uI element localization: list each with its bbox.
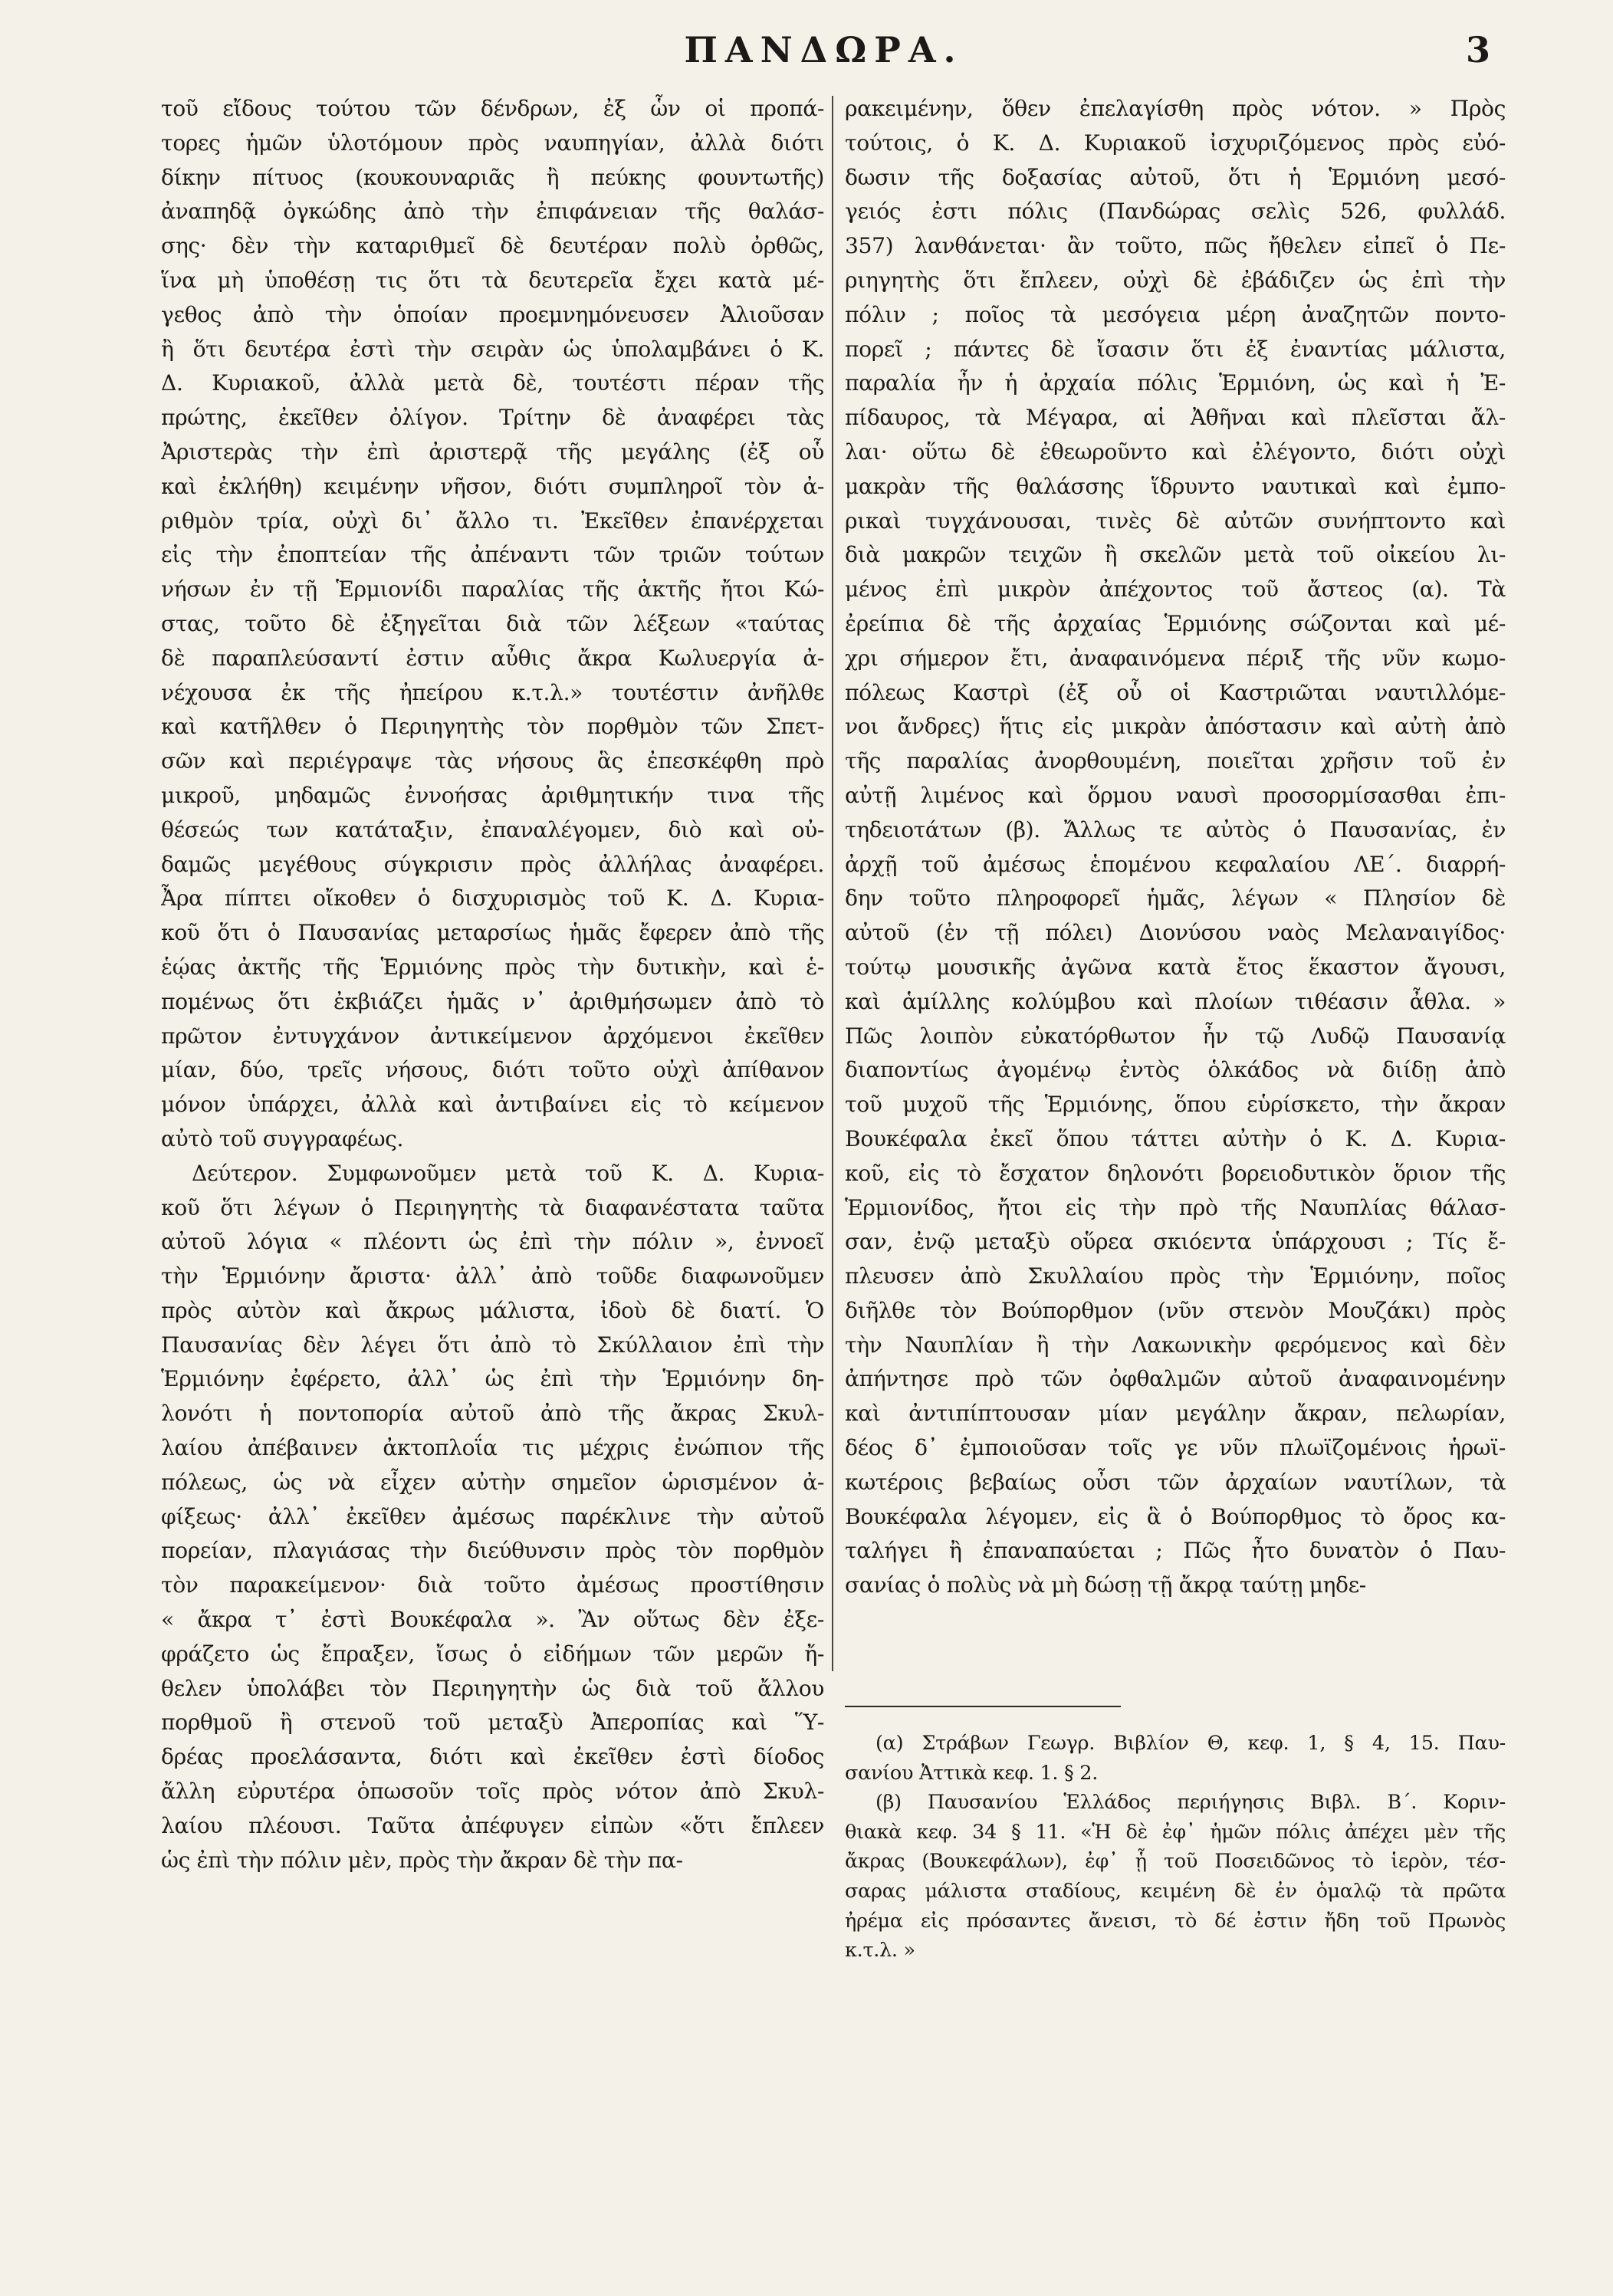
text-line: νήσων ἐν τῇ Ἑρμιονίδι παραλίας τῆς ἀκτῆς ἤτοι Κώ- [161, 576, 824, 603]
text-line: ὡς ἐπὶ τὴν πόλιν μὲν, πρὸς τὴν ἄκραν δὲ τὴν πα- [161, 1847, 683, 1873]
text-line: κοῦ ὅτι ὁ Παυσανίας μεταρσίως ἡμᾶς ἔφερεν ἀπὸ τῆς [161, 920, 824, 946]
text-line: πορείαν, πλαγιάσας τὴν διεύθυνσιν πρὸς τὸν πορθμὸν [161, 1538, 824, 1564]
text-line: ταλήγει ἢ ἐπαναπαύεται ; Πῶς ἦτο δυνατὸν ὁ Παυ- [845, 1538, 1506, 1564]
text-line: τούτῳ μουσικῆς ἀγῶνα κατὰ ἔτος ἕκαστον ἄγουσι, [845, 954, 1506, 980]
text-line: μένος ἐπὶ μικρὸν ἀπέχοντος τοῦ ἄστεος (α). Τὰ [845, 576, 1506, 603]
text-line: αὐτὸ τοῦ συγγραφέως. [161, 1125, 404, 1151]
text-line: αὐτοῦ λόγια « πλέοντι ὡς ἐπὶ τὴν πόλιν », ἐννοεῖ [161, 1229, 824, 1255]
text-line: ρικαὶ τυγχάνουσαι, τινὲς δὲ αὐτῶν συνήπτοντο καὶ [845, 507, 1506, 534]
text-line: δὲ παραπλεύσαντί ἐστιν αὖθις ἄκρα Κωλυεργία ἀ- [161, 645, 824, 671]
text-line: πόλεως, ὡς νὰ εἶχεν αὐτὴν σημεῖον ὡρισμένον ἀ- [161, 1469, 824, 1495]
text-line: Δεύτερον. Συμφωνοῦμεν μετὰ τοῦ Κ. Δ. Κυρια- [192, 1160, 824, 1186]
text-line: γειός ἐστι πόλις (Πανδώρας σελὶς 526, φυλλάδ. [845, 199, 1506, 225]
text-line: τὴν Ναυπλίαν ἢ τὴν Λακωνικὴν φερόμενος καὶ δὲν [845, 1332, 1506, 1358]
text-line: τὴν Ἑρμιόνην ἄριστα· ἀλλ᾽ ἀπὸ τοῦδε διαφωνοῦμεν [161, 1263, 824, 1289]
text-line: τορες ἡμῶν ὑλοτόμουν πρὸς ναυπηγίαν, ἀλλὰ διότι [161, 130, 824, 156]
text-line: ριθμὸν τρία, οὐχὶ δι᾽ ἄλλο τι. Ἐκεῖθεν ἐπανέρχεται [161, 507, 824, 534]
text-line: δρέας προελάσαντα, διότι καὶ ἐκεῖθεν ἐστὶ δίοδος [161, 1744, 824, 1770]
text-line: ἀναπηδᾷ ὀγκώδης ἀπὸ τὴν ἐπιφάνειαν τῆς θαλάσ- [161, 199, 824, 225]
text-line: δαμῶς μεγέθους σύγκρισιν πρὸς ἀλλήλας ἀναφέρει. [161, 851, 824, 877]
text-line: 357) λανθάνεται· ἂν τοῦτο, πῶς ἤθελεν εἰπεῖ ὁ Πε- [845, 233, 1506, 259]
text-line: Βουκέφαλα ἐκεῖ ὅπου τάττει αὐτὴν ὁ Κ. Δ. Κυρια- [845, 1125, 1506, 1151]
text-line: θιακὰ κεφ. 34 § 11. «Ἡ δὲ ἐφ᾽ ἡμῶν πόλις ἀπέχει μὲν τῆς [845, 1820, 1506, 1844]
text-line: κοῦ ὅτι λέγων ὁ Περιηγητὴς τὰ διαφανέστατα ταῦτα [161, 1194, 824, 1220]
text-line: λαι· οὕτω δὲ ἐθεωροῦντο καὶ ἐλέγοντο, διότι οὐχὶ [845, 439, 1506, 465]
text-line: Ἀριστερὰς τὴν ἐπὶ ἀριστερᾷ τῆς μεγάλης (ἐξ οὗ [161, 439, 824, 465]
text-line: διῆλθε τὸν Βούπορθμον (νῦν στενὸν Μουζάκι) πρὸς [845, 1297, 1506, 1323]
text-line: Ἆρα πίπτει οἴκοθεν ὁ δισχυρισμὸς τοῦ Κ. Δ. Κυρια- [161, 885, 824, 912]
text-line: μόνον ὑπάρχει, ἀλλὰ καὶ ἀντιβαίνει εἰς τὸ κείμενον [161, 1092, 824, 1118]
text-line: ἀπήντησε πρὸ τῶν ὀφθαλμῶν αὐτοῦ ἀναφαινομένην [845, 1366, 1506, 1392]
text-line: πόλιν ; ποῖος τὰ μεσόγεια μέρη ἀναζητῶν ποντο- [845, 301, 1506, 327]
text-line: διαποντίως ἀγομένῳ ἐντὸς ὁλκάδος νὰ διίδῃ ἀπὸ [845, 1057, 1506, 1083]
text-line: σης· δὲν τὴν καταριθμεῖ δὲ δευτέραν πολὺ ὀρθῶς, [161, 233, 824, 259]
text-line: σανίας ὁ πολὺς νὰ μὴ δώσῃ τῇ ἄκρᾳ ταύτῃ μηδε- [845, 1572, 1366, 1598]
text-line: ἑῴας ἀκτῆς τῆς Ἑρμιόνης πρὸς τὴν δυτικὴν, καὶ ἑ- [161, 954, 824, 980]
text-line: Βουκέφαλα λέγομεν, εἰς ἃ ὁ Βούπορθμος τὸ ὄρος κα- [845, 1503, 1506, 1529]
text-line: ρακειμένην, ὅθεν ἐπελαγίσθη πρὸς νότον. » Πρὸς [845, 96, 1506, 121]
text-line: σαρας μάλιστα σταδίους, κειμένη δὲ ἐν ὁμαλῷ τὰ πρῶτα [845, 1879, 1506, 1903]
text-line: τούτοις, ὁ Κ. Δ. Κυριακοῦ ἰσχυριζόμενος πρὸς εὐό- [845, 130, 1506, 156]
text-line: λονότι ἡ ποντοπορία αὐτοῦ ἀπὸ τῆς ἄκρας Σκυλ- [161, 1401, 824, 1427]
text-line: μίαν, δύο, τρεῖς νήσους, διότι τοῦτο οὐχὶ ἀπίθανον [161, 1057, 824, 1083]
text-line: πόλεως Καστρὶ (ἐξ οὗ οἱ Καστριῶται ναυτιλλόμε- [845, 679, 1506, 705]
text-line: πρὸς αὐτὸν καὶ ἄκρως μάλιστα, ἰδοὺ δὲ διατί. Ὁ [161, 1297, 824, 1323]
text-line: φίξεως· ἀλλ᾽ ἐκεῖθεν ἀμέσως παρέκλινε τὴν αὐτοῦ [161, 1503, 824, 1529]
text-line: Ἑρμιόνην ἐφέρετο, ἀλλ᾽ ὡς ἐπὶ τὴν Ἑρμιόνην δη- [161, 1366, 824, 1392]
text-line: θελεν ὑπολάβει τὸν Περιηγητὴν ὡς διὰ τοῦ ἄλλου [161, 1675, 824, 1701]
text-line: διὰ μακρῶν τειχῶν ἢ σκελῶν μετὰ τοῦ οἰκείου λι- [845, 542, 1506, 568]
text-line: θέσεώς των κατάταξιν, ἐπαναλέγομεν, διὸ καὶ οὐ- [161, 816, 824, 843]
text-line: κοῦ, εἰς τὸ ἔσχατον δηλονότι βορειοδυτικὸν ὅριον τῆς [845, 1160, 1506, 1186]
text-line: δωσιν τῆς δοξασίας αὐτοῦ, ὅτι ἡ Ἑρμιόνη μεσό- [845, 164, 1506, 190]
text-line: πρῶτον ἐντυγχάνον ἀντικείμενον ἀρχόμενοι ἐκεῖθεν [161, 1023, 824, 1049]
text-line: Δ. Κυριακοῦ, ἀλλὰ μετὰ δὲ, τουτέστι πέραν τῆς [161, 370, 824, 396]
text-line: ριηγητὴς ὅτι ἔπλεεν, οὐχὶ δὲ ἐβάδιζεν ὡς ἐπὶ τὴν [845, 267, 1506, 293]
text-line: τοῦ εἴδους τούτου τῶν δένδρων, ἐξ ὧν οἱ προπά- [161, 96, 824, 121]
text-line: μικροῦ, μηδαμῶς ἐννοήσας ἀριθμητικήν τινα τῆς [161, 782, 824, 808]
text-line: φράζετο ὡς ἔπραξεν, ἴσως ὁ εἰδήμων τῶν μερῶν ἤ- [161, 1641, 824, 1667]
text-line: τοῦ μυχοῦ τῆς Ἑρμιόνης, ὅπου εὑρίσκετο, τὴν ἄκραν [845, 1092, 1506, 1118]
text-line: ἄλλη εὐρυτέρα ὁπωσοῦν τοῖς πρὸς νότον ἀπὸ Σκυλ- [161, 1779, 824, 1805]
text-line: πρώτης, ἐκεῖθεν ὀλίγον. Τρίτην δὲ ἀναφέρει τὰς [161, 405, 824, 431]
text-line: αὐτοῦ (ἐν τῇ πόλει) Διονύσου ναὸς Μελαναιγίδος· [845, 920, 1506, 946]
text-line: τῆς παραλίας ἀνορθουμένη, ποιεῖται χρῆσιν τοῦ ἐν [845, 748, 1506, 774]
text-line: δέος δ᾽ ἐμποιοῦσαν τοῖς γε νῦν πλωϊζομένοις ἡρωϊ- [845, 1435, 1506, 1461]
right-column [845, 92, 1506, 1603]
text-line: ἠρέμα εἰς πρόσαντες ἄνεισι, τὸ δέ ἐστιν ἤδη τοῦ Πρωνὸς [845, 1909, 1506, 1933]
text-line: ἄκρας (Βουκεφάλων), ἐφ᾽ ᾗ τοῦ Ποσειδῶνος τὸ ἱερὸν, τέσ- [845, 1850, 1506, 1874]
footnotes [845, 1729, 1506, 1966]
text-line: πίδαυρος, τὰ Μέγαρα, αἱ Ἀθῆναι καὶ πλεῖσται ἄλ- [845, 405, 1506, 431]
page-number: 3 [1465, 29, 1490, 71]
text-line: χρι σήμερον ἔτι, ἀναφαινόμενα πέριξ τῆς νῦν κωμο- [845, 645, 1506, 671]
text-line: καὶ ἐκλήθη) κειμένην νῆσον, διότι συμπληροῖ τὸν ἀ- [161, 473, 824, 499]
column-divider [832, 96, 833, 1671]
text-line: κ.τ.λ. » [845, 1939, 915, 1963]
text-line: κωτέροις βεβαίως οὖσι τῶν ἀρχαίων ναυτίλων, τὰ [845, 1469, 1506, 1495]
text-line: τὸν παρακείμενον· διὰ τοῦτο ἀμέσως προστίθησιν [161, 1572, 824, 1598]
text-line: Ἑρμιονίδος, ἤτοι εἰς τὴν πρὸ τῆς Ναυπλίας θάλασ- [845, 1194, 1506, 1220]
text-line: καὶ ἁμίλλης κολύμβου καὶ πλοίων τιθέασιν ἆθλα. » [845, 988, 1506, 1014]
text-line: στας, τοῦτο δὲ ἐξηγεῖται διὰ τῶν λέξεων «ταύτας [161, 610, 824, 636]
text-line: δίκην πίτυος (κουκουναριᾶς ἢ πεύκης φουντωτῆς) [161, 164, 824, 190]
text-line: (β) Παυσανίου Ἑλλάδος περιήγησις Βιβλ. Β΄. Κοριν- [875, 1791, 1506, 1815]
text-line: σανίου Ἀττικὰ κεφ. 1. § 2. [845, 1761, 1099, 1785]
text-line: « ἄκρα τ᾽ ἐστὶ Βουκέφαλα ». Ἂν οὕτως δὲν ἐξε- [161, 1607, 824, 1633]
text-line: ἵνα μὴ ὑποθέσῃ τις ὅτι τὰ δευτερεῖα ἔχει κατὰ μέ- [161, 267, 824, 293]
text-line: λαίου πλέουσι. Ταῦτα ἀπέφυγεν εἰπὼν «ὅτι ἔπλεεν [161, 1812, 824, 1838]
text-line: σαν, ἐνῷ μεταξὺ οὕρεα σκιόεντα ὑπάρχουσι ; Τίς ἔ- [845, 1229, 1506, 1255]
text-line: εἰς τὴν ἐποπτείαν τῆς ἀπέναντι τῶν τριῶν τούτων [161, 542, 824, 568]
text-line: τηδειοτάτων (β). Ἄλλως τε αὐτὸς ὁ Παυσανίας, ἐν [845, 816, 1506, 843]
text-line: ἀρχῇ τοῦ ἀμέσως ἑπομένου κεφαλαίου ΛΕ΄. διαρρή- [845, 851, 1506, 877]
text-line: Παυσανίας δὲν λέγει ὅτι ἀπὸ τὸ Σκύλλαιον ἐπὶ τὴν [161, 1332, 824, 1358]
running-title: ΠΑΝΔΩΡΑ. [684, 29, 964, 71]
text-line: πορεῖ ; πάντες δὲ ἴσασιν ὅτι ἐξ ἐναντίας μάλιστα, [845, 336, 1506, 362]
text-line: παραλία ἦν ἡ ἀρχαία πόλις Ἑρμιόνη, ὡς καὶ ἡ Ἐ- [845, 370, 1506, 396]
text-line: πορθμοῦ ἢ στενοῦ τοῦ μεταξὺ Ἀπεροπίας καὶ Ὕ- [161, 1710, 824, 1736]
left-column [161, 92, 824, 1877]
text-line: νέχουσα ἐκ τῆς ἠπείρου κ.τ.λ.» τουτέστιν ἀνῆλθε [161, 679, 824, 705]
text-line: μακρὰν τῆς θαλάσσης ἵδρυντο ναυτικαὶ καὶ ἐμπο- [845, 473, 1506, 499]
text-line: σῶν καὶ περιέγραψε τὰς νήσους ἃς ἐπεσκέφθη πρὸ [161, 748, 824, 774]
footnote-rule [845, 1706, 1121, 1707]
text-line: πομένως ὅτι ἐκβιάζει ἡμᾶς ν᾽ ἀριθμήσωμεν ἀπὸ τὸ [161, 988, 824, 1014]
text-line: γεθος ἀπὸ τὴν ὁποίαν προεμνημόνευσεν Ἀλιοῦσαν [161, 301, 824, 327]
text-line: καὶ κατῆλθεν ὁ Περιηγητὴς τὸν πορθμὸν τῶν Σπετ- [161, 714, 824, 740]
text-line: ἢ ὅτι δευτέρα ἐστὶ τὴν σειρὰν ὡς ὑπολαμβάνει ὁ Κ. [161, 336, 824, 362]
text-line: (α) Στράβων Γεωγρ. Βιβλίον Θ, κεφ. 1, § 4, 15. Παυ- [875, 1732, 1506, 1755]
text-line: Πῶς λοιπὸν εὐκατόρθωτον ἦν τῷ Λυδῷ Παυσανίᾳ [845, 1023, 1506, 1049]
text-line: νοι ἄνδρες) ἥτις εἰς μικρὰν ἀπόστασιν καὶ αὐτὴ ἀπὸ [845, 714, 1506, 740]
text-line: ἐρείπια δὲ τῆς ἀρχαίας Ἑρμιόνης σώζονται καὶ μέ- [845, 610, 1506, 636]
text-line: καὶ ἀντιπίπτουσαν μίαν μεγάλην ἄκραν, πελωρίαν, [845, 1401, 1506, 1427]
text-line: λαίου ἀπέβαινεν ἀκτοπλοΐα τις μέχρις ἐνώπιον τῆς [161, 1435, 824, 1461]
page-header [157, 29, 1490, 90]
text-line: δην τοῦτο πληροφορεῖ ἡμᾶς, λέγων « Πλησίον δὲ [845, 885, 1506, 912]
text-line: αὐτῇ λιμένος καὶ ὅρμου ναυσὶ προσορμίσασθαι ἐπι- [845, 782, 1506, 808]
text-line: πλευσεν ἀπὸ Σκυλλαίου πρὸς τὴν Ἑρμιόνην, ποῖος [845, 1263, 1506, 1289]
